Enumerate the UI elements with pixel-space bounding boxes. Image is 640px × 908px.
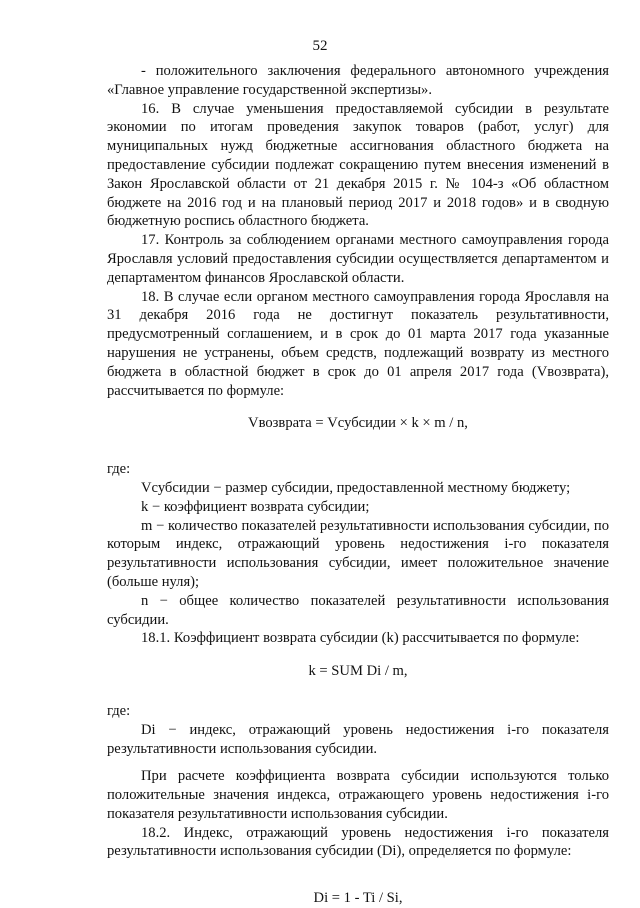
paragraph-17: 17. Контроль за соблюдением органами местного самоуправления города Ярославля условий предоставления субсидии осуществляется департаментом и департаментом финансов Ярославской области. [107, 232, 609, 286]
paragraph-16: 16. В случае уменьшения предоставляемой субсидии в результате экономии по итогам проведения закупок товаров (работ, услуг) для муниципальных нужд бюджетные ассигнования областного бюджета на предоставление субсидии подлежат сокращению путем внесения изменений в Закон Ярославской области от 21 декабря 2015 г. № 104-з «Об областном бюджете на 2016 год и на плановый период 2017 и 2018 годов» и в сводную бюджетную роспись областного бюджета. [107, 100, 609, 230]
definition-n: n − общее количество показателей результативности использования субсидии. [107, 592, 609, 628]
formula-k: k = SUM Di / m, [308, 663, 408, 680]
paragraph-18-1: 18.1. Коэффициент возврата субсидии (k) рассчитывается по формуле: [141, 630, 580, 647]
definition-k: k − коэффициент возврата субсидии; [141, 498, 370, 515]
document-body [107, 62, 609, 908]
definition-v-subsidy: Vсубсидии − размер субсидии, предоставленной местному бюджету; [141, 479, 571, 496]
page-number: 52 [312, 38, 328, 54]
paragraph-positive-values: При расчете коэффициента возврата субсидии используются только положительные значения индекса, отражающего уровень недостижения i-го показателя результативности использования субсидии. [107, 768, 609, 822]
formula-di: Di = 1 - Ti / Si, [313, 890, 403, 907]
paragraph-18: 18. В случае если органом местного самоуправления города Ярославля на 31 декабря 2016 года не достигнут показатель результативности, предусмотренный соглашением, и в срок до 01 марта 2017 года указанные нарушения не устранены, объем средств, подлежащий возврату из местного бюджета в областной бюджет в срок до 01 апреля 2017 года (Vвозврата), рассчитывается по формуле: [107, 288, 609, 399]
where-label: где: [107, 702, 131, 719]
paragraph-expertise-conclusion: - положительного заключения федерального автономного учреждения «Главное управление государственной экспертизы». [107, 63, 609, 98]
definition-m: m − количество показателей результативности использования субсидии, по которым индекс, отражающий уровень недостижения i-го показателя результативности использования субсидии, имеет положительное значение (больше нуля); [107, 517, 609, 590]
formula-v-return: Vвозврата = Vсубсидии × k × m / n, [248, 415, 468, 432]
where-label: где: [107, 461, 131, 478]
definition-di: Di − индекс, отражающий уровень недостижения i-го показателя результативности использования субсидии. [107, 721, 609, 757]
paragraph-18-2: 18.2. Индекс, отражающий уровень недостижения i-го показателя результативности использования субсидии (Di), определяется по формуле: [107, 824, 609, 860]
